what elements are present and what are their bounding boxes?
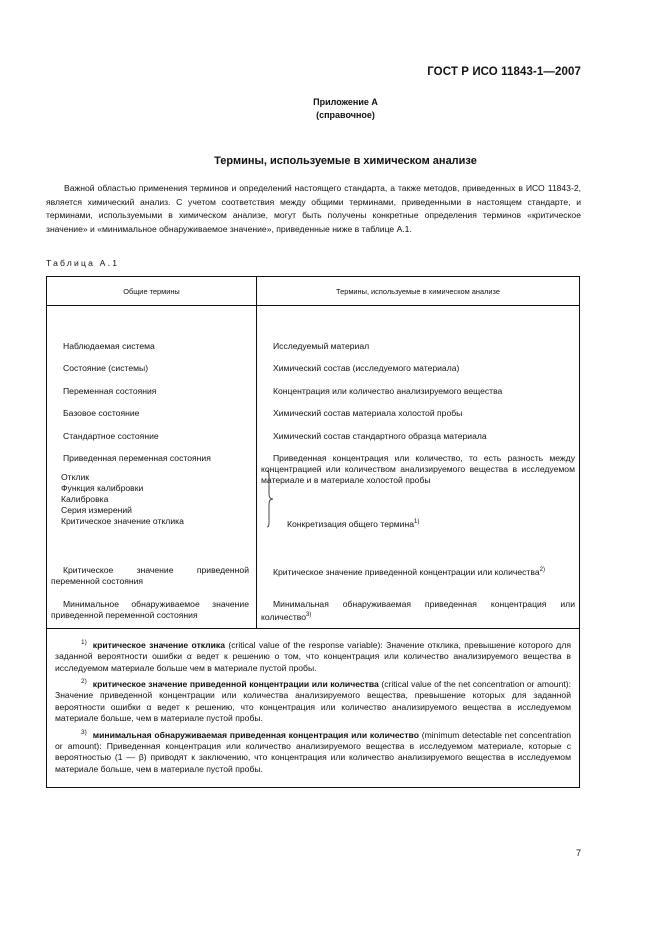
- document-header: ГОСТ Р ИСО 11843-1—2007: [427, 66, 581, 78]
- row-general-term: Переменная состояния: [63, 386, 157, 396]
- row-chemical-term: Минимальная обнаруживаемая приведенная концентрация или количество$^{3)}$: [261, 599, 575, 622]
- row-general-term: Состояние (системы): [63, 363, 149, 373]
- appendix-heading: [0, 96, 661, 122]
- group-term: Критическое значение отклика: [61, 516, 184, 526]
- curly-brace-icon: [265, 470, 275, 528]
- footnote: $^{3)}$ минимальная обнаруживаемая приведенная концентрация или количество (minimum detectable net concentration or amount): Приведенная концентрация или количество анализируемого вещества в исследуемом материале, которые с вероятностью (1 — β) приводят к заключению, что концентрация или количество анализируемого вещества в исследуемом материале больше, чем в материале пустой пробы.: [55, 728, 572, 774]
- group-term: Отклик: [61, 472, 90, 482]
- group-term: Серия измерений: [61, 505, 132, 515]
- intro-paragraph: Важной областью применения терминов и определений настоящего стандарта, а также методов, приведенных в ИСО 11843-2, является химический анализ. С учетом соответствия между общими терминами, приведенными в настоящем стандарте, и терминами, используемыми в химическом анализе, могут быть получены конкретные определения терминов «критическое значение» и «минимальное обнаруживаемое значение», приведенные ниже в таблице А.1.: [46, 183, 581, 234]
- appendix-subtitle: (справочное): [316, 110, 375, 120]
- table-body: [47, 306, 579, 629]
- row-general-term: Стандартное состояние: [63, 431, 159, 441]
- header-general-terms: Общие термины: [47, 277, 257, 305]
- table-footnotes: [47, 629, 579, 787]
- row-general-term: Критическое значение приведенной переменной состояния: [51, 565, 249, 586]
- row-general-term: Минимальное обнаруживаемое значение приведенной переменной состояния: [51, 599, 249, 620]
- group-specification: Конкретизация общего термина$^{1)}$: [287, 519, 420, 529]
- group-term: Функция калибровки: [61, 483, 144, 493]
- group-term: Калибровка: [61, 494, 109, 504]
- footnote: $^{1)}$ критическое значение отклика (critical value of the response variable): Значение отклика, превышение которого для заданной вероятности ошибки α ведет к решению о том, что концентрация или количество анализируемого вещества в исследуемом материале больше чем в материале пустой пробы.: [55, 639, 571, 673]
- page-number: 7: [575, 848, 581, 858]
- section-title: Термины, используемые в химическом анализе: [214, 155, 477, 167]
- row-general-term: Наблюдаемая система: [63, 341, 155, 351]
- row-chemical-term: Концентрация или количество анализируемого вещества: [273, 386, 503, 396]
- appendix-title: Приложение А: [313, 97, 378, 107]
- column-divider: [256, 306, 257, 628]
- header-chemical-terms: Термины, используемые в химическом анализе: [336, 286, 500, 296]
- row-chemical-term: Приведенная концентрация или количество, то есть разность между концентрацией или количеством анализируемого вещества в исследуемом материале и в материале холостой пробы: [261, 453, 575, 485]
- footnote: $^{2)}$ критическое значение приведенной концентрации или количества (critical value of the net concentration or amount): Значение приведенной концентрации или количества анализируемого вещества, превышение которых для заданной вероятности ошибки α ведет к решению, что концентрация или количество анализируемого вещества в исследуемом материале больше, чем в материале пустой пробы.: [55, 678, 571, 724]
- row-chemical-term: Химический состав материала холостой пробы: [273, 408, 463, 418]
- table-header-row: [47, 277, 579, 306]
- group-terms-list: [61, 472, 184, 527]
- row-chemical-term: Исследуемый материал: [273, 341, 370, 351]
- row-general-term: Базовое состояние: [63, 408, 140, 418]
- row-general-term: Приведенная переменная состояния: [63, 453, 211, 463]
- row-chemical-term: Химический состав (исследуемого материала): [273, 363, 460, 373]
- row-chemical-term: Химический состав стандартного образца материала: [273, 431, 487, 441]
- row-chemical-term: Критическое значение приведенной концентрации или количества$^{2)}$: [273, 566, 545, 577]
- terms-table: [46, 276, 580, 788]
- table-caption: Таблица А.1: [46, 258, 120, 268]
